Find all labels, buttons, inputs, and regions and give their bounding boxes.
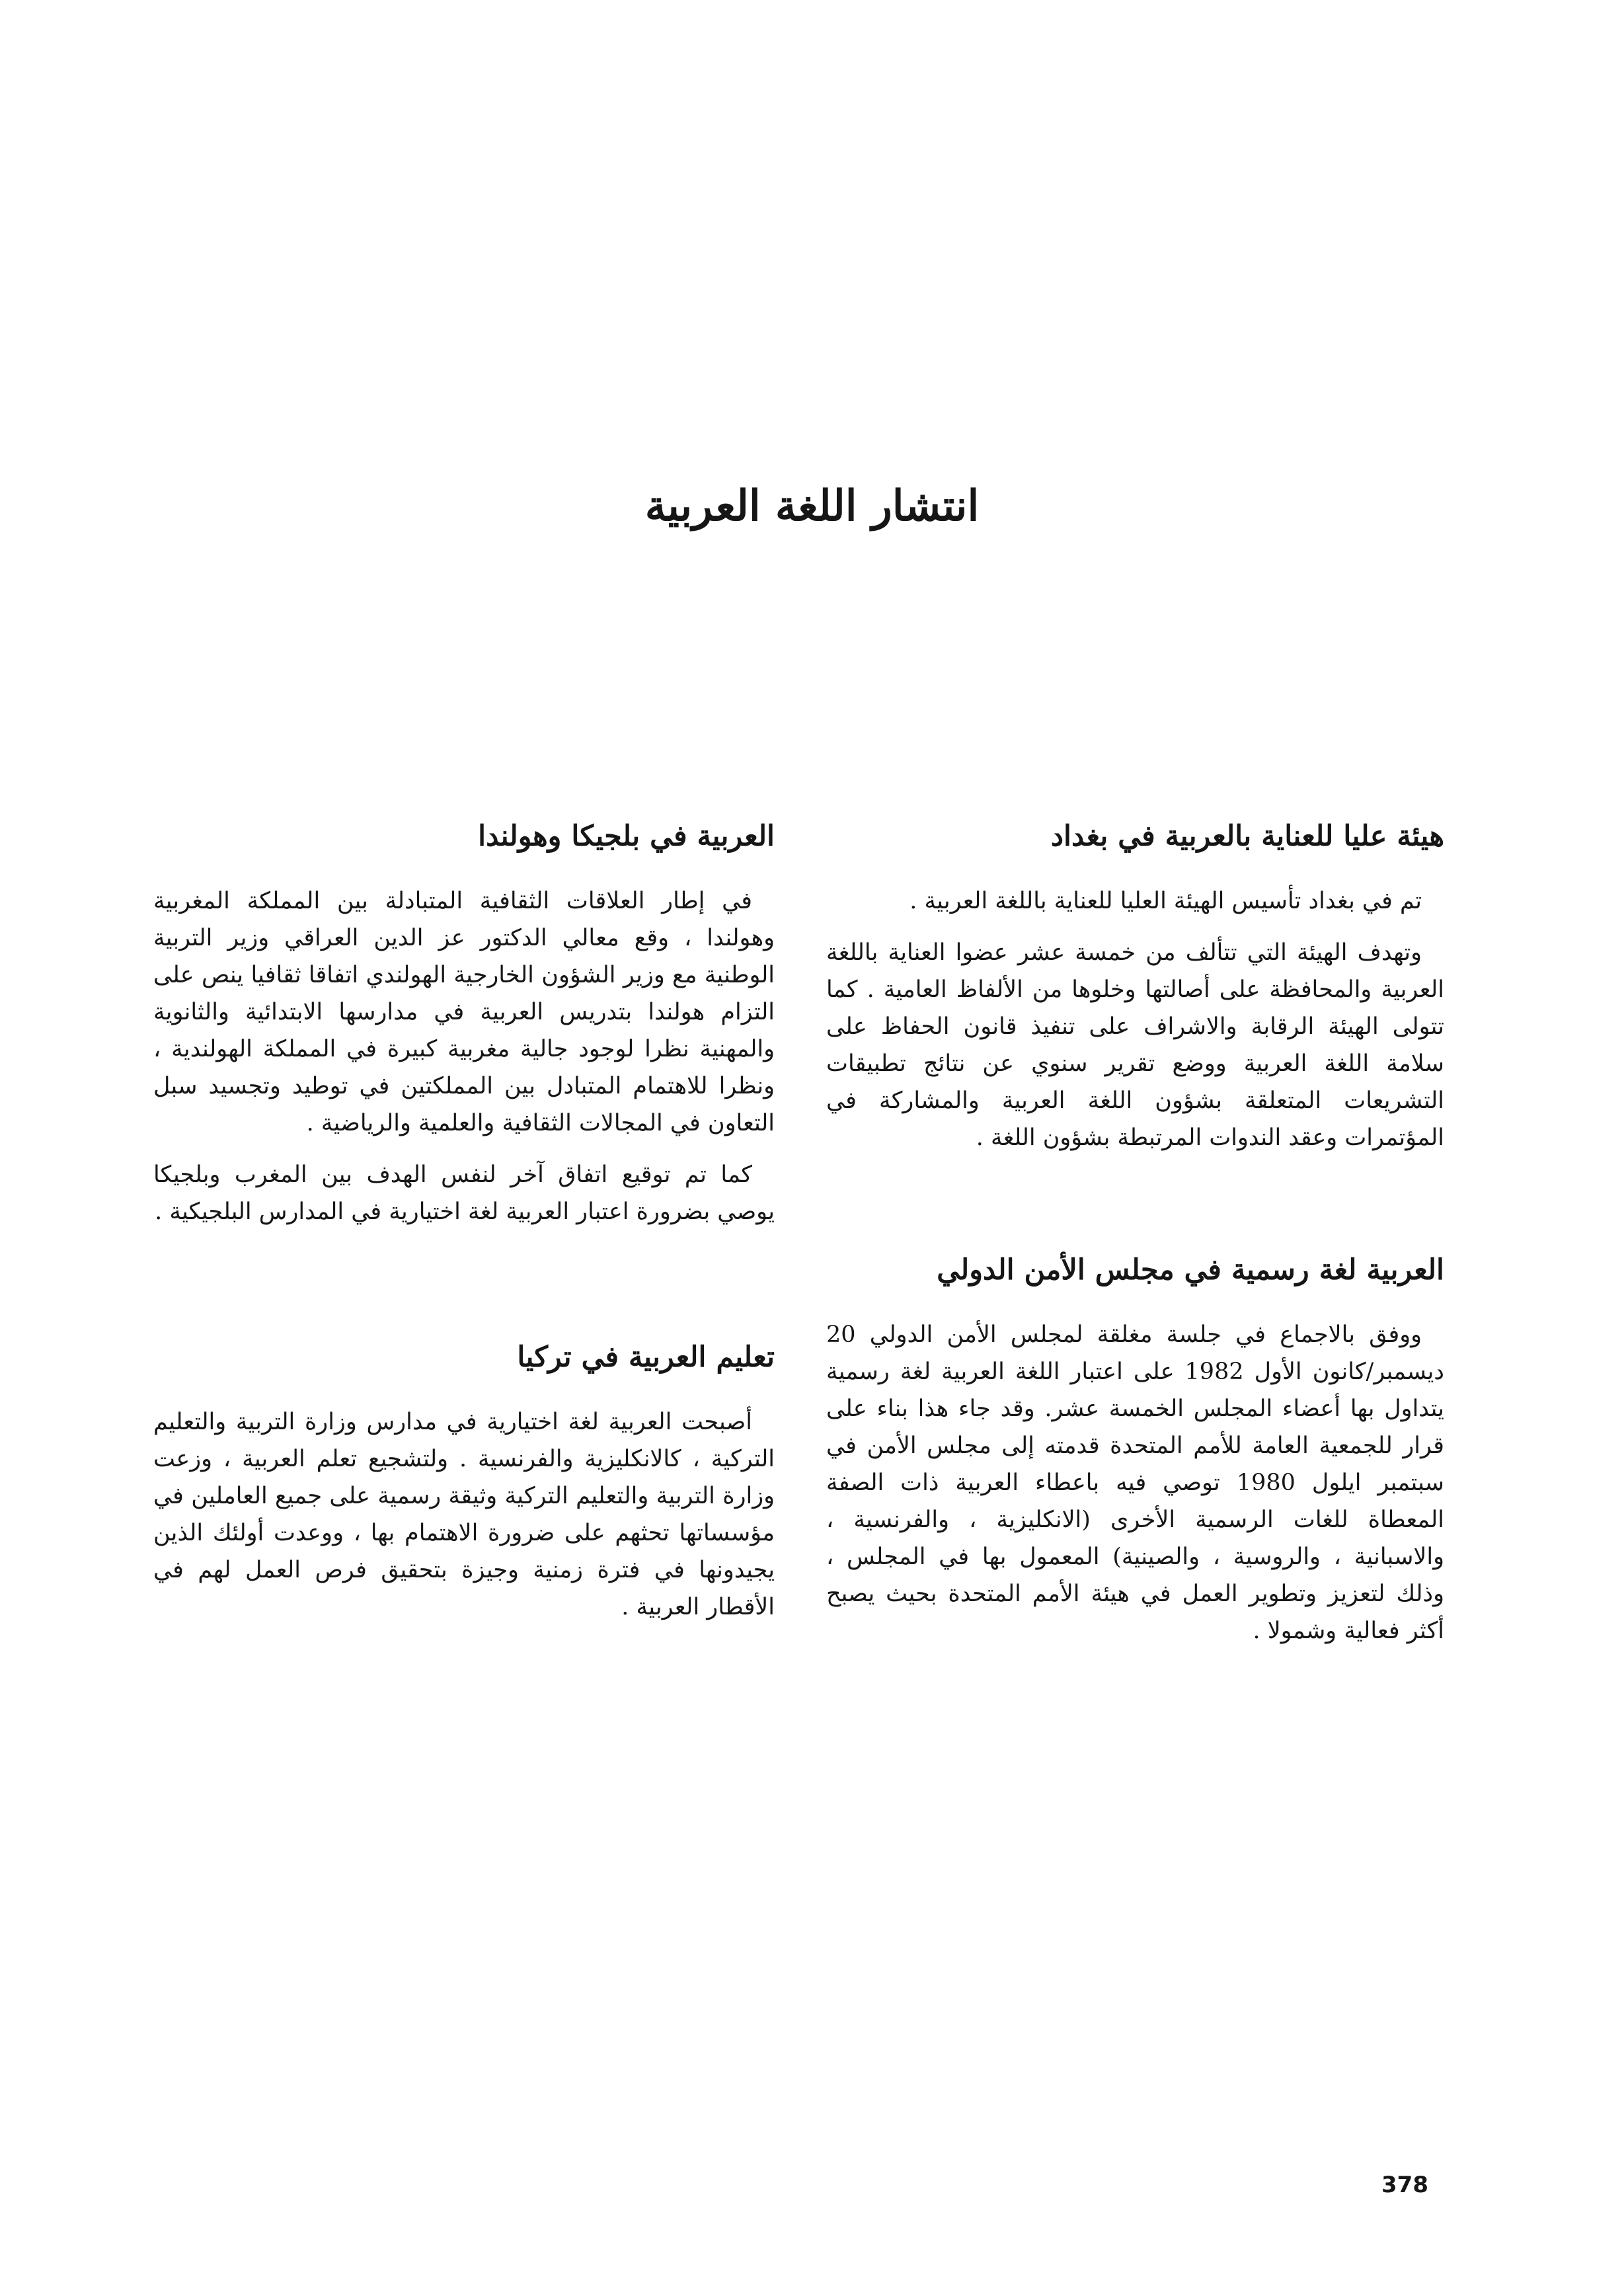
section-heading: هيئة عليا للعناية بالعربية في بغداد (1050, 820, 1444, 853)
section-belgium-netherlands (153, 816, 775, 1230)
page-number: 378 (1381, 2172, 1428, 2198)
section-heading: تعليم العربية في تركيا (517, 1341, 775, 1374)
section-baghdad (826, 816, 1444, 1156)
section-turkey (153, 1337, 775, 1626)
paragraph: تم في بغداد تأسيس الهيئة العليا للعناية باللغة العربية . (909, 888, 1422, 915)
paragraph: كما تم توقيع اتفاق آخر لنفس الهدف بين المغرب وبلجيكا يوصي بضرورة اعتبار العربية لغة اختيارية في المدارس البلجيكية . (153, 1162, 775, 1226)
section-heading: العربية لغة رسمية في مجلس الأمن الدولي (937, 1253, 1444, 1287)
left-column (153, 816, 775, 1640)
section-security-council (826, 1250, 1444, 1649)
section-heading: العربية في بلجيكا وهولندا (478, 820, 775, 853)
paragraph: وتهدف الهيئة التي تتألف من خمسة عشر عضوا العناية باللغة العربية والمحافظة على أصالتها وخلوها من الألفاظ العامية . كما تتولى الهيئة الرقابة والاشراف على تنفيذ قانون الحفاظ على سلامة اللغة العربية ووضع تقرير سنوي عن نتائج تطبيقات التشريعات المتعلقة بشؤون اللغة العربية والمشاركة في المؤتمرات وعقد الندوات المرتبطة بشؤون اللغة . (826, 939, 1444, 1152)
right-column (826, 816, 1444, 1664)
page-title: انتشار اللغة العربية (644, 481, 980, 531)
paragraph: أصبحت العربية لغة اختيارية في مدارس وزارة التربية والتعليم التركية ، كالانكليزية والفرنسية . ولتشجيع تعلم العربية ، وزعت وزارة التربية والتعليم التركية وثيقة رسمية على جميع العاملين في مؤسساتها تحثهم على ضرورة الاهتمام بها ، ووعدت أولئك الذين يجيدونها في فترة زمنية وجيزة بتحقيق فرص العمل لهم في الأقطار العربية . (153, 1409, 775, 1621)
paragraph: ووفق بالاجماع في جلسة مغلقة لمجلس الأمن الدولي 20 ديسمبر/كانون الأول 1982 على اعتبار اللغة العربية لغة رسمية يتداول بها أعضاء المجلس الخمسة عشر. وقد جاء هذا بناء على قرار للجمعية العامة للأمم المتحدة قدمته إلى مجلس الأمن في سبتمبر ايلول 1980 توصي فيه باعطاء العربية ذات الصفة المعطاة للغات الرسمية الأخرى (الانكليزية ، والفرنسية ، والاسبانية ، والروسية ، والصينية) المعمول بها في المجلس ، وذلك لتعزيز وتطوير العمل في هيئة الأمم المتحدة بحيث يصبح أكثر فعالية وشمولا . (826, 1322, 1444, 1645)
paragraph: في إطار العلاقات الثقافية المتبادلة بين المملكة المغربية وهولندا ، وقع معالي الدكتور عز الدين العراقي وزير التربية الوطنية مع وزير الشؤون الخارجية الهولندي اتفاقا ثقافيا ينص على التزام هولندا بتدريس العربية في مدارسها الابتدائية والثانوية والمهنية نظرا لوجود جالية مغربية كبيرة في المملكة الهولندية ، ونظرا للاهتمام المتبادل بين المملكتين في توطيد وتجسيد سبل التعاون في المجالات الثقافية والعلمية والرياضية . (153, 888, 775, 1137)
